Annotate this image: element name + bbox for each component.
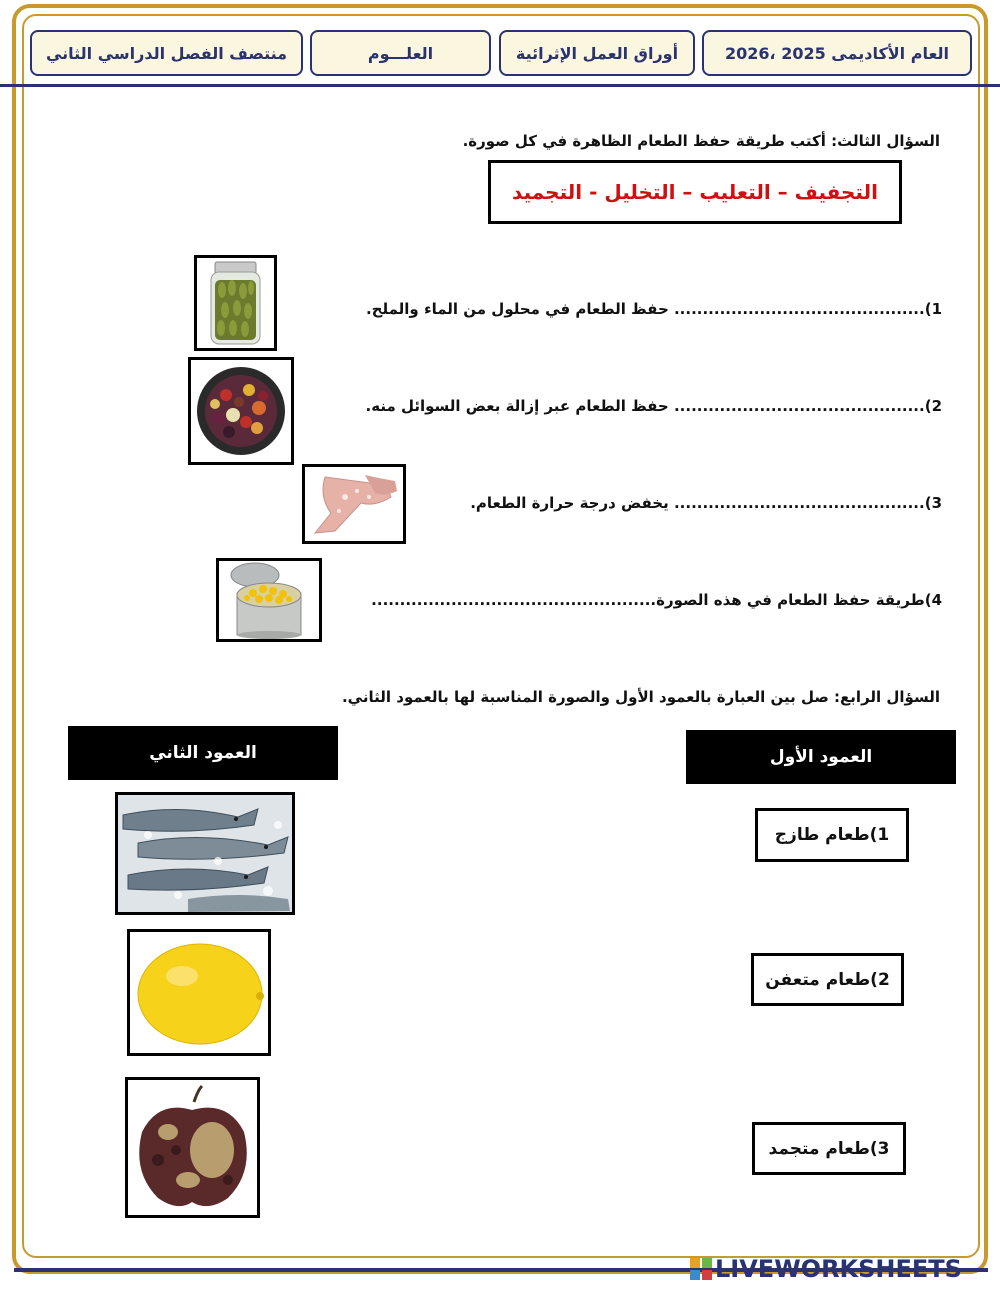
dried-fruit-bowl-image bbox=[188, 357, 294, 465]
canned-corn-image bbox=[216, 558, 322, 642]
column-1-item-2[interactable]: 2)طعام متعفن bbox=[751, 953, 904, 1006]
header-subject: العلـــوم bbox=[310, 30, 491, 76]
question3-item-4: 4)طريقة حفظ الطعام في هذه الصورة.................................................. bbox=[371, 591, 942, 609]
frozen-fish-on-ice-image[interactable] bbox=[115, 792, 295, 915]
rotten-apple-image[interactable] bbox=[125, 1077, 260, 1218]
question4-title: السؤال الرابع: صل بين العبارة بالعمود الأول والصورة المناسبة لها بالعمود الثاني. bbox=[341, 688, 940, 706]
pickle-jar-image bbox=[194, 255, 277, 351]
question3-title: السؤال الثالث: أكتب طريقة حفظ الطعام الظاهرة في كل صورة. bbox=[462, 132, 940, 150]
frozen-fish-image bbox=[302, 464, 406, 544]
question3-item-3: 3)............................................ يخفض درجة حرارة الطعام. bbox=[470, 494, 942, 512]
column-2-header: العمود الثاني bbox=[68, 726, 338, 780]
word-bank: التجفيف – التعليب – التخليل - التجميد bbox=[488, 160, 902, 224]
liveworksheets-logo bbox=[690, 1255, 962, 1283]
header-divider bbox=[0, 84, 1000, 87]
header-term: منتصف الفصل الدراسي الثاني bbox=[30, 30, 303, 76]
liveworksheets-mark-icon bbox=[690, 1258, 712, 1280]
column-1-item-3[interactable]: 3)طعام متجمد bbox=[752, 1122, 906, 1175]
question3-item-1: 1)............................................ حفظ الطعام في محلول من الماء والملح. bbox=[365, 300, 942, 318]
column-1-header: العمود الأول bbox=[686, 730, 956, 784]
question3-item-2: 2)............................................ حفظ الطعام عبر إزالة بعض السوائل منه. bbox=[365, 397, 942, 415]
header-academic-year: العام الأكاديمى 2025 ،2026 bbox=[702, 30, 972, 76]
header-worksheets: أوراق العمل الإثرائية bbox=[499, 30, 695, 76]
fresh-lemon-image[interactable] bbox=[127, 929, 271, 1056]
column-1-item-1[interactable]: 1)طعام طازج bbox=[755, 808, 909, 862]
liveworksheets-text: LIVEWORKSHEETS bbox=[715, 1255, 962, 1283]
